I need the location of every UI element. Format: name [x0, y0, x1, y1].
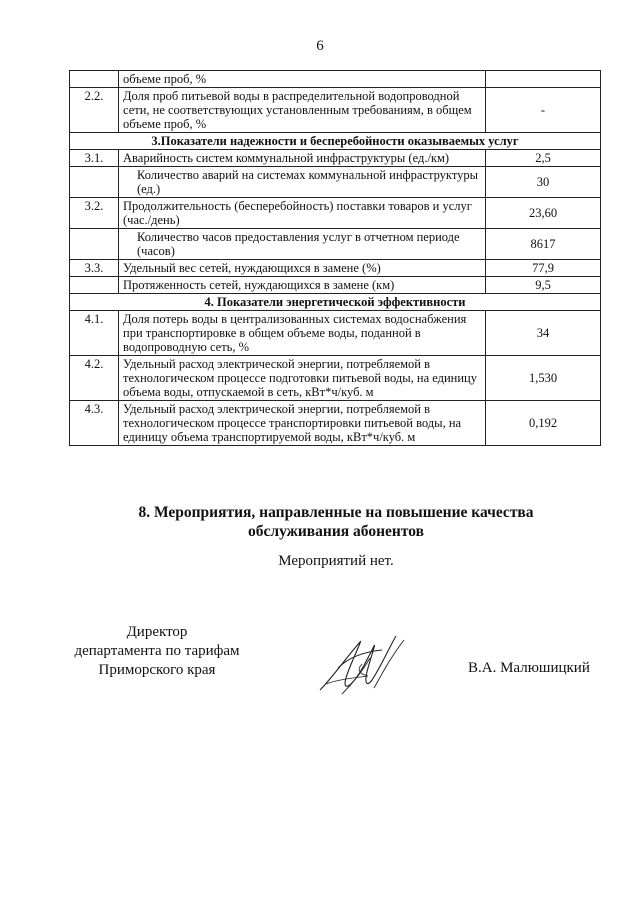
table-row [70, 277, 601, 294]
signer-title-line-2: департамента по тарифам [74, 643, 240, 659]
table-row [70, 401, 601, 446]
table-section-row [70, 294, 601, 311]
indicator-number: 4.1. [70, 311, 119, 356]
table-row [70, 198, 601, 229]
indicator-name: Доля потерь воды в централизованных системах водоснабжения при транспортировке в общем объеме воды, поданной в водопроводную сеть, % [119, 311, 486, 356]
section-title: 4. Показатели энергетической эффективности [70, 294, 601, 311]
indicator-value: 8617 [486, 229, 601, 260]
indicator-value [486, 71, 601, 88]
handwritten-signature [312, 628, 412, 700]
indicator-value: 30 [486, 167, 601, 198]
indicator-name: Удельный вес сетей, нуждающихся в замене (%) [119, 260, 486, 277]
indicator-number: 3.3. [70, 260, 119, 277]
signer-name: В.А. Малюшицкий [468, 660, 590, 676]
indicator-number: 4.3. [70, 401, 119, 446]
indicator-number [70, 229, 119, 260]
indicator-value: 0,192 [486, 401, 601, 446]
signer-title [62, 623, 252, 680]
table-row [70, 71, 601, 88]
table-row [70, 150, 601, 167]
table-row [70, 311, 601, 356]
signer-title-line-1: Директор [126, 624, 188, 640]
table-row [70, 356, 601, 401]
indicator-name: Удельный расход электрической энергии, потребляемой в технологическом процессе транспортировки питьевой воды, на единицу объема транспортируемой воды, кВт*ч/куб. м [119, 401, 486, 446]
page-number: 6 [316, 38, 324, 54]
indicator-name: Удельный расход электрической энергии, потребляемой в технологическом процессе подготовки питьевой воды, на единицу объема воды, отпускаемой в сеть, кВт*ч/куб. м [119, 356, 486, 401]
indicator-number: 3.1. [70, 150, 119, 167]
indicator-number [70, 167, 119, 198]
indicators-table-body [70, 71, 601, 446]
indicator-name: Количество аварий на системах коммунальной инфраструктуры (ед.) [119, 167, 486, 198]
indicator-name: объеме проб, % [119, 71, 486, 88]
table-row [70, 260, 601, 277]
indicator-number [70, 71, 119, 88]
table-row [70, 229, 601, 260]
section-title: 3.Показатели надежности и бесперебойности оказываемых услуг [70, 133, 601, 150]
indicator-value: 23,60 [486, 198, 601, 229]
indicator-name: Количество часов предоставления услуг в отчетном периоде (часов) [119, 229, 486, 260]
indicator-value: 34 [486, 311, 601, 356]
indicator-number: 4.2. [70, 356, 119, 401]
indicator-value: 1,530 [486, 356, 601, 401]
indicator-value: 77,9 [486, 260, 601, 277]
signer-title-line-3: Приморского края [98, 662, 216, 678]
section-8-heading [0, 503, 640, 541]
indicator-number: 2.2. [70, 88, 119, 133]
indicator-name: Продолжительность (бесперебойность) поставки товаров и услуг (час./день) [119, 198, 486, 229]
table-row [70, 88, 601, 133]
indicator-value: 2,5 [486, 150, 601, 167]
section-8-heading-line-2: обслуживания абонентов [248, 523, 424, 540]
indicator-value: 9,5 [486, 277, 601, 294]
indicator-number: 3.2. [70, 198, 119, 229]
table-section-row [70, 133, 601, 150]
indicator-name: Протяженность сетей, нуждающихся в замене (км) [119, 277, 486, 294]
indicator-name: Аварийность систем коммунальной инфраструктуры (ед./км) [119, 150, 486, 167]
section-8-body: Мероприятий нет. [278, 553, 394, 569]
indicator-value: - [486, 88, 601, 133]
indicator-name: Доля проб питьевой воды в распределительной водопроводной сети, не соответствующих установленным требованиям, в общем объеме проб, % [119, 88, 486, 133]
table-row [70, 167, 601, 198]
section-8-heading-line-1: 8. Мероприятия, направленные на повышение качества [138, 504, 534, 521]
indicator-number [70, 277, 119, 294]
indicators-table [69, 70, 601, 446]
